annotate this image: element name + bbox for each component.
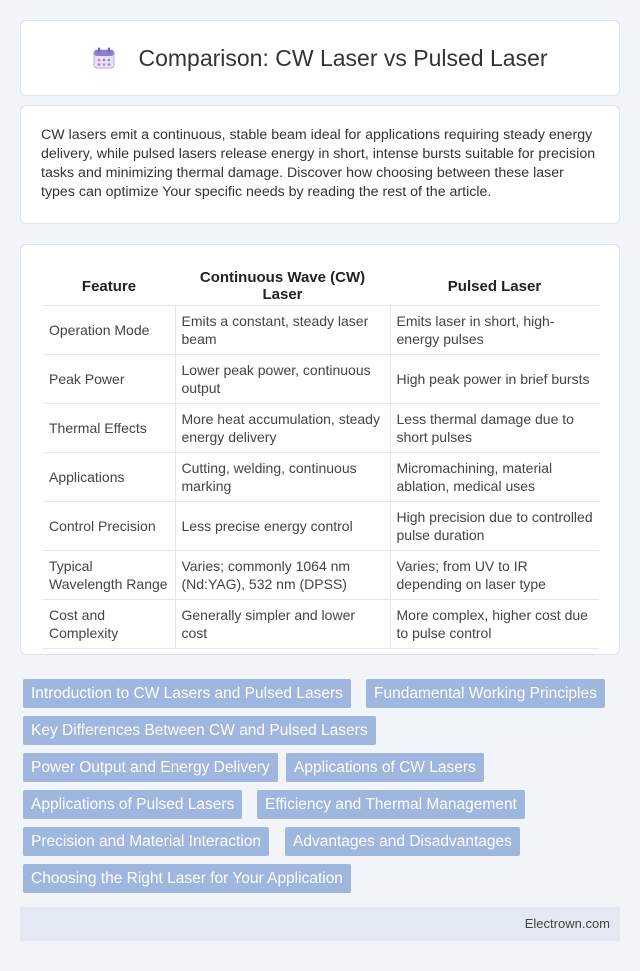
pulsed-laser-cell: Varies; from UV to IR depending on laser type [390,551,599,600]
topic-tag-link[interactable]: Introduction to CW Lasers and Pulsed Lasers [23,679,351,708]
comparison-table-card [20,244,620,655]
cw-laser-cell: More heat accumulation, steady energy delivery [175,404,390,453]
footer [20,907,620,941]
pulsed-laser-cell: High peak power in brief bursts [390,355,599,404]
feature-cell: Applications [43,453,175,502]
feature-cell: Peak Power [43,355,175,404]
feature-cell: Typical Wavelength Range [43,551,175,600]
topic-tag-link[interactable]: Applications of Pulsed Lasers [23,790,242,819]
cw-laser-cell: Generally simpler and lower cost [175,600,390,649]
table-row [43,502,599,551]
pulsed-laser-cell: Micromachining, material ablation, medical uses [390,453,599,502]
comparison-table [43,265,599,649]
cw-laser-cell: Varies; commonly 1064 nm (Nd:YAG), 532 nm (DPSS) [175,551,390,600]
pulsed-laser-cell: More complex, higher cost due to pulse control [390,600,599,649]
title-card [20,20,620,96]
topic-tag-link[interactable]: Advantages and Disadvantages [285,827,520,856]
table-row [43,551,599,600]
topic-tag-link[interactable]: Key Differences Between CW and Pulsed Lasers [23,716,376,745]
pulsed-laser-cell: High precision due to controlled pulse duration [390,502,599,551]
table-row [43,355,599,404]
column-header-pulsed-laser: Pulsed Laser [447,277,542,295]
table-row [43,306,599,355]
footer-site-name[interactable]: Electrown.com [524,916,610,931]
topic-tag-link[interactable]: Precision and Material Interaction [23,827,269,856]
cw-laser-cell: Cutting, welding, continuous marking [175,453,390,502]
feature-cell: Cost and Complexity [43,600,175,649]
feature-cell: Control Precision [43,502,175,551]
table-row [43,453,599,502]
feature-cell: Operation Mode [43,306,175,355]
topic-tag-link[interactable]: Choosing the Right Laser for Your Application [23,864,351,893]
pulsed-laser-cell: Emits laser in short, high-energy pulses [390,306,599,355]
table-header-row [43,265,599,306]
feature-cell: Thermal Effects [43,404,175,453]
intro-card [20,105,620,224]
table-row [43,404,599,453]
topic-tag-link[interactable]: Applications of CW Lasers [286,753,484,782]
calendar-icon [92,46,116,70]
topic-tag-link[interactable]: Power Output and Energy Delivery [23,753,278,782]
page-title: Comparison: CW Laser vs Pulsed Laser [138,44,548,71]
topic-tag-link[interactable]: Fundamental Working Principles [366,679,605,708]
cw-laser-cell: Less precise energy control [175,502,390,551]
cw-laser-cell: Emits a constant, steady laser beam [175,306,390,355]
topic-tag-link[interactable]: Efficiency and Thermal Management [257,790,525,819]
column-header-feature: Feature [81,277,137,295]
column-header-cw-laser: Continuous Wave (CW) Laser [199,269,366,303]
table-row [43,600,599,649]
pulsed-laser-cell: Less thermal damage due to short pulses [390,404,599,453]
cw-laser-cell: Lower peak power, continuous output [175,355,390,404]
intro-text: CW lasers emit a continuous, stable beam ideal for applications requiring steady energy delivery, while pulsed lasers release energy in short, intense bursts suitable for precision tasks and minimizing thermal damage. Discover how choosing between these laser types can optimize Your specific needs by reading the rest of the article. [41,127,596,200]
